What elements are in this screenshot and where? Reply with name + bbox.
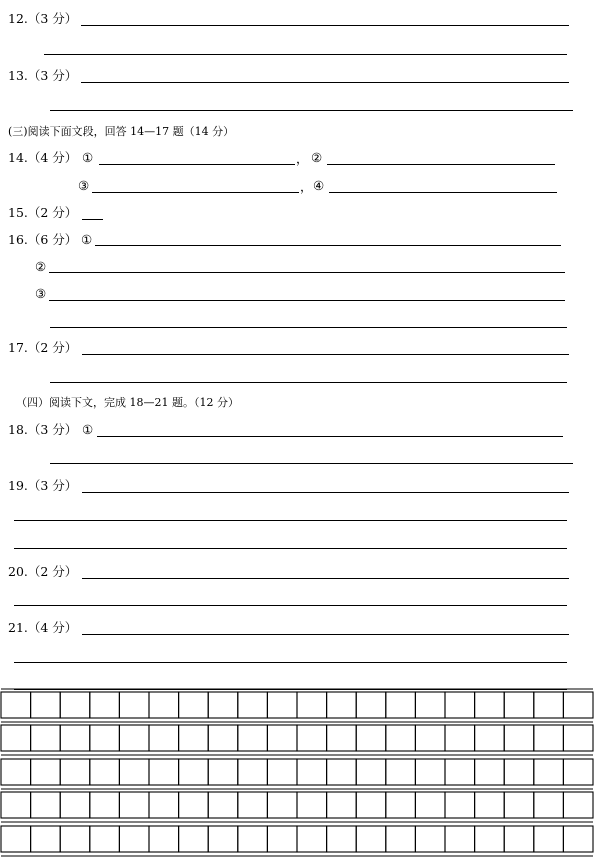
grid-cell[interactable] xyxy=(149,692,179,718)
grid-cell[interactable] xyxy=(267,826,297,852)
grid-cell[interactable] xyxy=(208,759,238,785)
grid-cell[interactable] xyxy=(504,792,534,818)
grid-cell[interactable] xyxy=(149,759,179,785)
grid-cell[interactable] xyxy=(445,826,475,852)
grid-cell[interactable] xyxy=(297,792,327,818)
grid-cell[interactable] xyxy=(31,692,61,718)
q12-label: 12.（3 分） xyxy=(8,11,78,26)
grid-cell[interactable] xyxy=(504,759,534,785)
grid-cell[interactable] xyxy=(534,826,564,852)
grid-cell[interactable] xyxy=(1,725,31,751)
grid-cell[interactable] xyxy=(475,725,505,751)
grid-cell[interactable] xyxy=(119,759,149,785)
grid-cell[interactable] xyxy=(563,692,593,718)
grid-cell[interactable] xyxy=(534,692,564,718)
q18-marker-1: ① xyxy=(82,422,94,437)
grid-cell[interactable] xyxy=(119,826,149,852)
grid-row xyxy=(1,759,593,785)
q16-label: 16.（6 分） xyxy=(8,232,78,247)
q12-answer-line-2[interactable] xyxy=(44,54,567,55)
q16-answer-line-3[interactable] xyxy=(49,300,565,301)
q13-label: 13.（3 分） xyxy=(8,68,78,83)
grid-cell[interactable] xyxy=(119,792,149,818)
q15-answer-line[interactable] xyxy=(82,219,103,220)
q19-answer-line-1[interactable] xyxy=(82,492,569,493)
q19-label: 19.（3 分） xyxy=(8,478,78,493)
grid-cell[interactable] xyxy=(60,725,90,751)
grid-cell[interactable] xyxy=(445,792,475,818)
grid-cell[interactable] xyxy=(267,725,297,751)
grid-cell[interactable] xyxy=(179,725,209,751)
grid-cell[interactable] xyxy=(267,792,297,818)
grid-cell[interactable] xyxy=(238,792,268,818)
q18-answer-line-1[interactable] xyxy=(97,436,563,437)
q16-answer-line-4[interactable] xyxy=(50,327,567,328)
q21-label: 21.（4 分） xyxy=(8,620,78,635)
q13-answer-line-1[interactable] xyxy=(81,82,569,83)
q17-answer-line-1[interactable] xyxy=(82,354,569,355)
grid-cell[interactable] xyxy=(415,692,445,718)
grid-cell[interactable] xyxy=(179,692,209,718)
grid-cell[interactable] xyxy=(90,725,120,751)
grid-cell[interactable] xyxy=(119,725,149,751)
grid-row xyxy=(1,792,593,818)
grid-cell[interactable] xyxy=(208,725,238,751)
grid-cell[interactable] xyxy=(475,826,505,852)
section-3-heading: (三)阅读下面文段，回答 14—17 题（14 分） xyxy=(8,125,235,138)
grid-cell[interactable] xyxy=(327,826,357,852)
grid-row xyxy=(1,725,593,751)
grid-cell[interactable] xyxy=(208,792,238,818)
grid-cell[interactable] xyxy=(1,826,31,852)
grid-cell[interactable] xyxy=(297,759,327,785)
grid-cell[interactable] xyxy=(445,692,475,718)
grid-cell[interactable] xyxy=(356,826,386,852)
grid-cell[interactable] xyxy=(179,759,209,785)
grid-cell[interactable] xyxy=(356,792,386,818)
grid-cell[interactable] xyxy=(149,725,179,751)
grid-cell[interactable] xyxy=(90,792,120,818)
q14-marker-2: ② xyxy=(311,150,323,165)
grid-cell[interactable] xyxy=(534,792,564,818)
grid-cell[interactable] xyxy=(90,826,120,852)
grid-cell[interactable] xyxy=(386,792,416,818)
grid-cell[interactable] xyxy=(149,826,179,852)
grid-cell[interactable] xyxy=(208,692,238,718)
grid-cell[interactable] xyxy=(504,725,534,751)
q12-answer-line-1[interactable] xyxy=(81,25,569,26)
grid-cell[interactable] xyxy=(415,725,445,751)
grid-cell[interactable] xyxy=(208,826,238,852)
grid-cell[interactable] xyxy=(475,759,505,785)
grid-row xyxy=(1,826,593,852)
grid-cell[interactable] xyxy=(267,759,297,785)
grid-cell[interactable] xyxy=(415,826,445,852)
q21-answer-line-1[interactable] xyxy=(82,634,569,635)
q18-label: 18.（3 分） xyxy=(8,422,78,437)
q14-answer-line-4[interactable] xyxy=(329,192,557,193)
grid-cell[interactable] xyxy=(60,826,90,852)
grid-cell[interactable] xyxy=(563,759,593,785)
grid-cell[interactable] xyxy=(386,725,416,751)
q20-label: 20.（2 分） xyxy=(8,564,78,579)
grid-cell[interactable] xyxy=(475,792,505,818)
grid-cell[interactable] xyxy=(90,692,120,718)
grid-cell[interactable] xyxy=(415,759,445,785)
grid-cell[interactable] xyxy=(327,692,357,718)
q19-answer-line-3[interactable] xyxy=(14,548,567,549)
q16-marker-3: ③ xyxy=(35,286,47,301)
q16-marker-1: ① xyxy=(81,232,93,247)
q14-separator-2: ， xyxy=(300,179,313,194)
q14-marker-4: ④ xyxy=(313,178,325,193)
q14-answer-line-1[interactable] xyxy=(99,164,295,165)
q20-answer-line-1[interactable] xyxy=(82,578,569,579)
section-4-heading: （四）阅读下文，完成 18—21 题。（12 分） xyxy=(16,396,239,409)
q17-answer-line-2[interactable] xyxy=(50,382,567,383)
grid-cell[interactable] xyxy=(563,792,593,818)
grid-cell[interactable] xyxy=(297,725,327,751)
grid-cell[interactable] xyxy=(356,759,386,785)
grid-cell[interactable] xyxy=(238,692,268,718)
grid-cell[interactable] xyxy=(534,759,564,785)
grid-cell[interactable] xyxy=(238,725,268,751)
q14-label: 14.（4 分） xyxy=(8,150,78,165)
grid-cell[interactable] xyxy=(267,692,297,718)
grid-cell[interactable] xyxy=(504,692,534,718)
grid-cell[interactable] xyxy=(563,725,593,751)
grid-cell[interactable] xyxy=(475,692,505,718)
q19-answer-line-2[interactable] xyxy=(14,520,567,521)
grid-cell[interactable] xyxy=(238,826,268,852)
grid-cell[interactable] xyxy=(563,826,593,852)
grid-cell[interactable] xyxy=(1,759,31,785)
q14-marker-3: ③ xyxy=(78,178,90,193)
grid-cell[interactable] xyxy=(297,692,327,718)
q14-answer-line-2[interactable] xyxy=(327,164,555,165)
q16-marker-2: ② xyxy=(35,259,47,274)
grid-cell[interactable] xyxy=(356,692,386,718)
grid-cell[interactable] xyxy=(415,792,445,818)
grid-cell[interactable] xyxy=(445,725,475,751)
grid-cell[interactable] xyxy=(31,792,61,818)
grid-cell[interactable] xyxy=(238,759,268,785)
q13-answer-line-2[interactable] xyxy=(50,110,573,111)
grid-cell[interactable] xyxy=(504,826,534,852)
grid-cell[interactable] xyxy=(60,692,90,718)
q18-answer-line-2[interactable] xyxy=(50,463,573,464)
q14-answer-line-3[interactable] xyxy=(92,192,299,193)
grid-cell[interactable] xyxy=(445,759,475,785)
grid-cell[interactable] xyxy=(149,792,179,818)
q16-answer-line-2[interactable] xyxy=(49,272,565,273)
essay-writing-grid[interactable] xyxy=(0,688,594,858)
grid-cell[interactable] xyxy=(31,759,61,785)
grid-cell[interactable] xyxy=(119,692,149,718)
writing-grid-svg xyxy=(0,688,594,858)
q14-separator-1: ， xyxy=(296,151,309,166)
grid-cell[interactable] xyxy=(327,725,357,751)
grid-cell[interactable] xyxy=(386,692,416,718)
q17-label: 17.（2 分） xyxy=(8,340,78,355)
grid-cell[interactable] xyxy=(386,759,416,785)
q20-answer-line-2[interactable] xyxy=(14,605,567,606)
grid-cell[interactable] xyxy=(60,792,90,818)
grid-cell[interactable] xyxy=(327,792,357,818)
grid-cell[interactable] xyxy=(60,759,90,785)
q14-marker-1: ① xyxy=(82,150,94,165)
grid-cell[interactable] xyxy=(356,725,386,751)
grid-row xyxy=(1,692,593,718)
grid-cell[interactable] xyxy=(31,826,61,852)
grid-cell[interactable] xyxy=(179,826,209,852)
grid-cell[interactable] xyxy=(31,725,61,751)
grid-cell[interactable] xyxy=(327,759,357,785)
grid-cell[interactable] xyxy=(386,826,416,852)
grid-cell[interactable] xyxy=(1,692,31,718)
q15-label: 15.（2 分） xyxy=(8,205,78,220)
grid-cell[interactable] xyxy=(297,826,327,852)
grid-cell[interactable] xyxy=(1,792,31,818)
q21-answer-line-2[interactable] xyxy=(14,662,567,663)
q16-answer-line-1[interactable] xyxy=(95,245,561,246)
grid-cell[interactable] xyxy=(534,725,564,751)
grid-cell[interactable] xyxy=(179,792,209,818)
grid-cell[interactable] xyxy=(90,759,120,785)
